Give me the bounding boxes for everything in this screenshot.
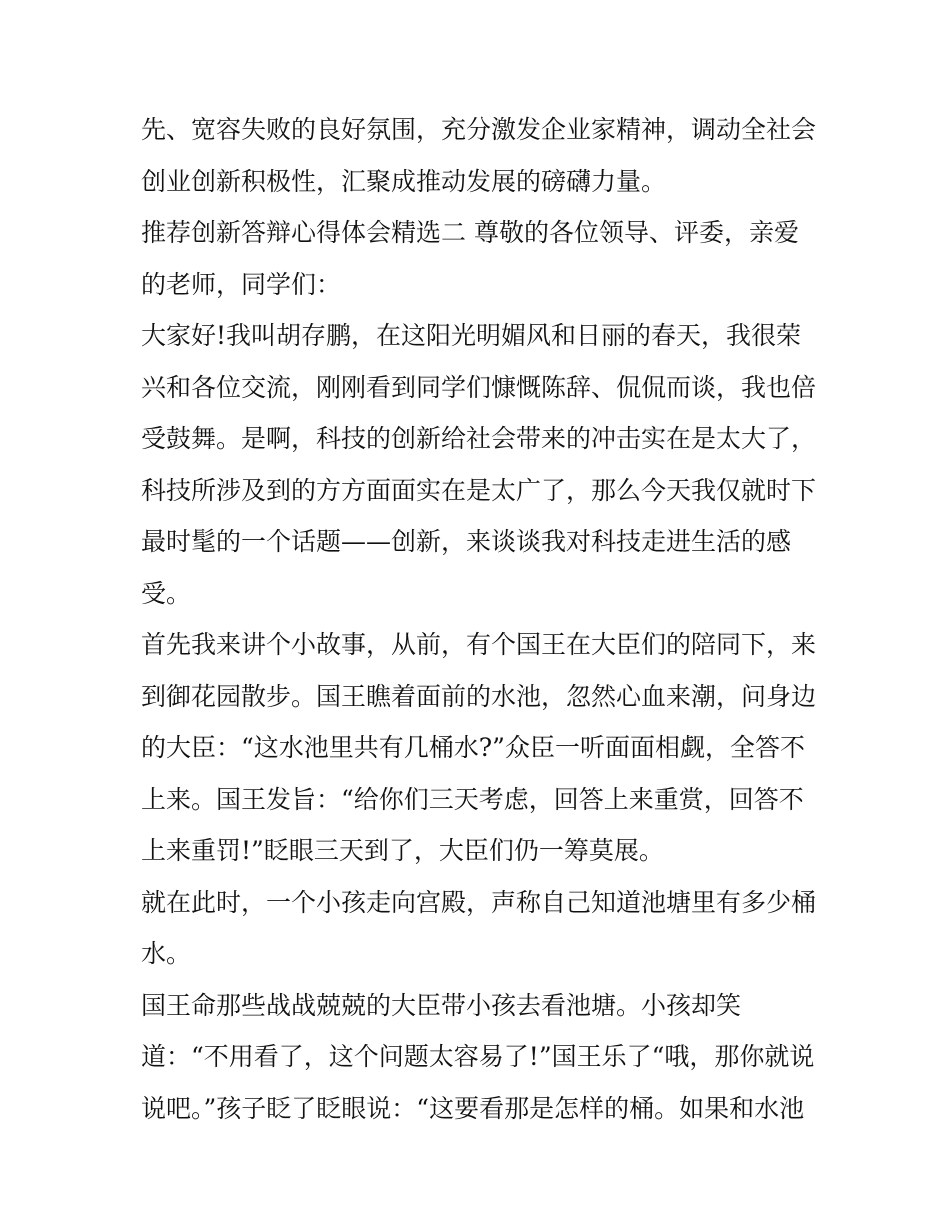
text-line: 首先我来讲个小故事，从前，有个国王在大臣们的陪同下，来: [141, 630, 817, 659]
text-line: 的老师，同学们：: [141, 269, 342, 299]
text-line: 道：“不用看了，这个问题太容易了!”国王乐了“哦，那你就说: [141, 1042, 815, 1071]
text-line: 大家好!我叫胡存鹏，在这阳光明媚风和日丽的春天，我很荣: [141, 321, 802, 350]
text-line: 先、宽容失败的良好氛围，充分激发企业家精神，调动全社会: [141, 115, 817, 144]
text-line: 受。: [141, 578, 192, 608]
text-line: 国王命那些战战兢兢的大臣带小孩去看池塘。小孩却笑: [141, 990, 742, 1020]
text-line: 说吧。”孩子眨了眨眼说：“这要看那是怎样的桶。如果和水池: [141, 1093, 805, 1123]
text-line: 就在此时，一个小孩走向宫殿，声称自己知道池塘里有多少桶: [141, 887, 817, 917]
text-line: 的大臣：“这水池里共有几桶水?”众臣一听面面相觑，全答不: [141, 733, 805, 762]
text-line: 上来重罚!”眨眼三天到了，大臣们仍一筹莫展。: [141, 836, 664, 865]
text-line: 科技所涉及到的方方面面实在是太广了，那么今天我仅就时下: [141, 475, 817, 505]
text-line: 到御花园散步。国王瞧着面前的水池，忽然心血来潮，问身边: [141, 681, 817, 711]
text-line: 上来。国王发旨：“给你们三天考虑，回答上来重赏，回答不: [141, 784, 804, 814]
text-line: 推荐创新答辩心得体会精选二 尊敬的各位领导、评委，亲爱: [141, 218, 799, 247]
text-line: 兴和各位交流，刚刚看到同学们慷慨陈辞、侃侃而谈，我也倍: [141, 372, 817, 402]
text-line: 创业创新积极性，汇聚成推动发展的磅礴力量。: [141, 166, 667, 196]
text-line: 最时髦的一个话题——创新，来谈谈我对科技走进生活的感: [141, 527, 792, 556]
text-line: 受鼓舞。是啊，科技的创新给社会带来的冲击实在是太大了，: [141, 424, 817, 453]
document-body: [141, 104, 821, 1134]
text-line: 水。: [141, 939, 192, 968]
